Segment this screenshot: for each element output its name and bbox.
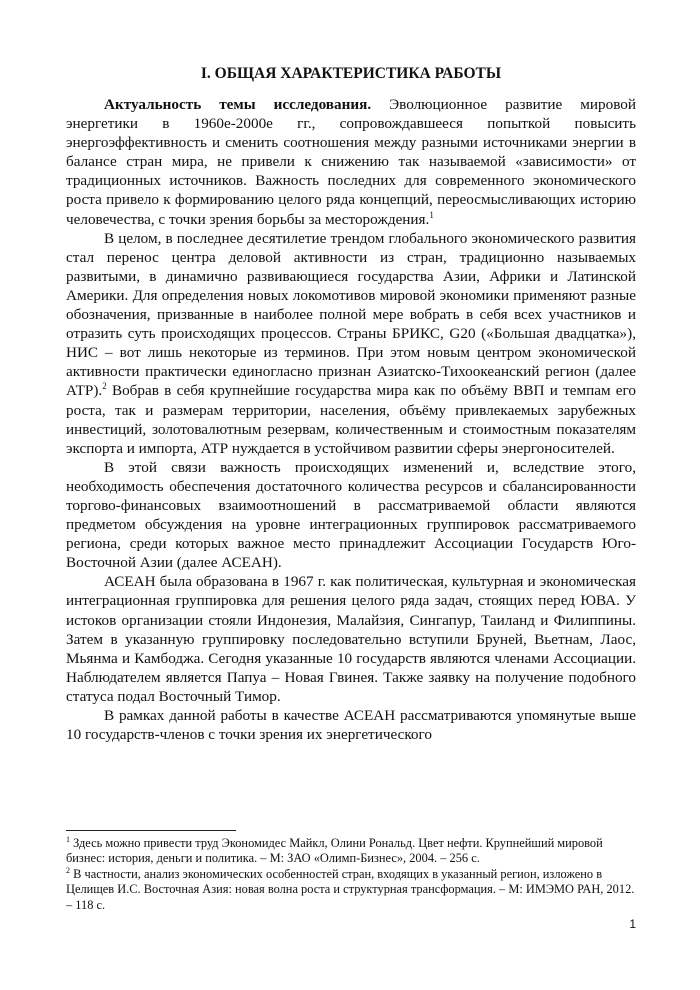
section-heading: I. ОБЩАЯ ХАРАКТЕРИСТИКА РАБОТЫ (200, 65, 502, 82)
footnote-ref[interactable]: 1 (429, 209, 434, 220)
footnote-text: Здесь можно привести труд Экономидес Майкл, Олини Рональд. Цвет нефти. Крупнейший мировой бизнес: история, деньги и политика. – М: ЗАО «Олимп-Бизнес», 2004. – 256 с. (66, 836, 603, 866)
footnotes (66, 836, 636, 913)
paragraph-text: В этой связи важность происходящих изменений и, вследствие этого, необходимость обеспечения достаточного количества ресурсов и сбалансированности торгово-финансовых взаимоотношений в рассматриваемой области являются предметом обсуждения на уровне интеграционных группировок рассматриваемого региона, среди которых важное место принадлежит Ассоциации Государств Юго-Восточной Азии (далее АСЕАН). (66, 458, 636, 572)
paragraph-global-trends (66, 229, 636, 458)
page-number: 1 (629, 917, 636, 931)
paragraph-text: Эволюционное развитие мировой энергетики в 1960е-2000е гг., сопровождавшееся попыткой повысить энергоэффективность и сменить соотношения между разными источниками энергии в балансе стран мира, не привели к снижению так называемой «зависимости» от традиционных источников. Важность последних для современного экономического роста привело к формированию целого ряда концепций, переосмысливающих историю человечества, с точки зрения борьбы за месторождения. (66, 96, 636, 228)
footnote-separator (66, 830, 236, 831)
paragraph-asean-history (66, 572, 636, 706)
paragraph-text: В рамках данной работы в качестве АСЕАН рассматриваются упомянутые выше 10 государств-членов с точки зрения их энергетического (66, 707, 636, 744)
paragraph-text-continued: Вобрав в себя крупнейшие государства мира как по объёму ВВП и темпам его роста, так и размерам территории, населения, объёму привлекаемых зарубежных инвестиций, золотовалютным резервам, количественным и стоимостным показателям экспорта и импорта, АТР нуждается в устойчивом развитии сферы энергоносителей. (66, 382, 636, 457)
body-text (66, 95, 636, 744)
paragraph-relevance (66, 95, 636, 229)
footnote-1 (66, 836, 636, 867)
footnote-text: В частности, анализ экономических особенностей стран, входящих в указанный регион, изложено в Целищев И.С. Восточная Азия: новая волна роста и структурная трансформация. – М: ИМЭМО РАН, 2012. – 118 с. (66, 866, 635, 912)
paragraph-scope (66, 706, 636, 744)
footnote-2 (66, 867, 636, 913)
paragraph-importance (66, 458, 636, 573)
footnote-ref[interactable]: 2 (102, 381, 107, 392)
paragraph-text: АСЕАН была образована в 1967 г. как политическая, культурная и экономическая интеграционная группировка для решения целого ряда задач, стоящих перед ЮВА. У истоков организации стояли Индонезия, Малайзия, Сингапур, Таиланд и Филиппины. Затем в указанную группировку последовательно вступили Бруней, Вьетнам, Лаос, Мьянма и Камбоджа. Сегодня указанные 10 государств являются членами Ассоциации. Наблюдателем является Папуа – Новая Гвинея. Также заявку на получение подобного статуса подал Восточный Тимор. (66, 573, 636, 705)
paragraph-text: В целом, в последнее десятилетие трендом глобального экономического развития стал перенос центра деловой активности из стран, традиционно называемых развитыми, в динамично развивающиеся государства Азии, Африки и Латинской Америки. Для определения новых локомотивов мировой экономики применяют разные обозначения, призванные в наиболее полной мере вобрать в себя всех участников и отразить суть происходящих процессов. Страны БРИКС, G20 («Большая двадцатка»), НИС – вот лишь некоторые из терминов. При этом новым центром экономической активности практически единогласно признан Азиатско-Тихоокеанский регион (далее АТР). (66, 229, 636, 400)
footnote-mark: 2 (66, 865, 70, 875)
paragraph-lead: Актуальность темы исследования. (104, 96, 372, 113)
footnote-mark: 1 (66, 835, 70, 844)
